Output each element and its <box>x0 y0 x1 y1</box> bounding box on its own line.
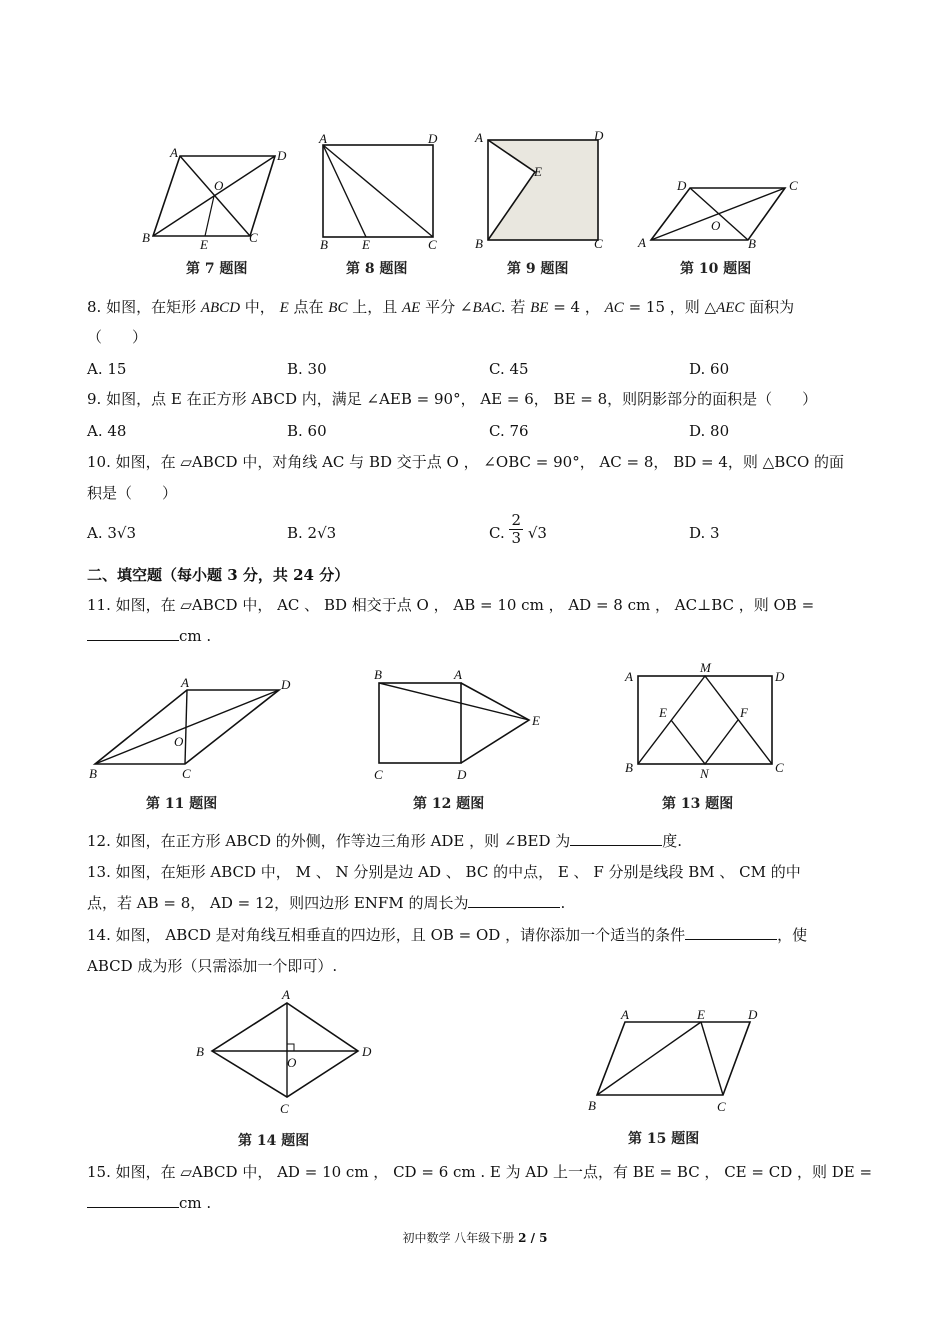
caption-15: 第 15 题图 <box>628 1131 700 1147</box>
label-c: C <box>249 230 258 245</box>
question-9-option-d[interactable]: D. 80 <box>689 422 730 440</box>
section-fill-in-heading: 二、填空题（每小题 3 分，共 24 分） <box>87 566 350 584</box>
question-10-line2: 积是（ ） <box>87 484 178 502</box>
figure-9-diagram <box>470 128 610 253</box>
question-10-option-a[interactable]: A. 3√3 <box>87 524 137 542</box>
label-a: A <box>319 131 327 146</box>
question-9-option-b[interactable]: B. 60 <box>287 422 327 440</box>
label-e: E <box>532 713 540 728</box>
caption-8: 第 8 题图 <box>346 261 408 277</box>
answer-blank-15[interactable] <box>87 1193 179 1208</box>
question-14-line1 <box>87 925 807 945</box>
label-b: B <box>196 1044 204 1059</box>
segments-en-nf <box>671 720 738 764</box>
question-13-tail: . <box>560 894 566 912</box>
figure-7-diagram <box>140 140 300 250</box>
label-e: E <box>659 705 667 720</box>
label-n: N <box>700 766 709 781</box>
label-c: C <box>182 766 191 781</box>
figure-14-diagram <box>190 985 390 1125</box>
label-b: B <box>374 667 382 682</box>
fraction-tail: √3 <box>527 524 547 542</box>
label-e: E <box>200 237 208 252</box>
segment-ae <box>323 145 366 237</box>
figure-13-diagram <box>620 658 800 783</box>
segment-ce <box>701 1022 723 1095</box>
label-a: A <box>638 235 646 250</box>
label-c: C <box>717 1099 726 1114</box>
figure-12 <box>365 665 555 785</box>
page-number: 2 / 5 <box>518 1231 548 1245</box>
label-m: M <box>700 660 711 675</box>
label-d: D <box>594 128 604 143</box>
label-e: E <box>697 1007 705 1022</box>
question-11-line1: 11. 如图，在 ▱ABCD 中， AC 、 BD 相交于点 O ， AB = 10 cm ， AD = 8 cm ， AC⊥BC ，则 OB = <box>87 596 815 614</box>
question-8-option-d[interactable]: D. 60 <box>689 360 730 378</box>
figure-14 <box>190 985 390 1125</box>
question-12-text: 12. 如图，在正方形 ABCD 的外侧，作等边三角形 ADE ，则 ∠BED 为 <box>87 832 571 850</box>
label-o: O <box>287 1055 297 1070</box>
label-d: D <box>362 1044 372 1059</box>
question-14-line2: ABCD 成为形（只需添加一个即可）. <box>87 957 338 975</box>
fraction <box>509 512 523 547</box>
question-11-line2 <box>87 626 211 646</box>
label-d: D <box>677 178 687 193</box>
label-a: A <box>475 130 483 145</box>
label-b: B <box>588 1098 596 1113</box>
label-c: C <box>594 236 603 251</box>
label-b: B <box>475 236 483 251</box>
label-c: C <box>775 760 784 775</box>
answer-blank-11[interactable] <box>87 626 179 641</box>
caption-9: 第 9 题图 <box>507 261 569 277</box>
footer-subject: 初中数学 八年级下册 <box>402 1231 519 1245</box>
label-b: B <box>89 766 97 781</box>
parallelogram-abcd <box>597 1022 750 1095</box>
segments-bm-mc <box>638 676 772 764</box>
segment-oe <box>205 196 214 236</box>
label-d: D <box>428 131 438 146</box>
caption-7: 第 7 题图 <box>186 261 248 277</box>
label-a: A <box>621 1007 629 1022</box>
figure-10-diagram <box>635 170 815 250</box>
question-15-unit: cm . <box>179 1194 212 1212</box>
fraction-numerator: 2 <box>511 511 522 529</box>
figure-11 <box>85 672 305 782</box>
label-b: B <box>748 236 756 251</box>
label-d: D <box>748 1007 758 1022</box>
question-9-option-c[interactable]: C. 76 <box>489 422 529 440</box>
caption-13: 第 13 题图 <box>662 796 734 812</box>
figure-7 <box>140 140 300 250</box>
question-10-line1: 10. 如图，在 ▱ABCD 中，对角线 AC 与 BD 交于点 O ， ∠OBC = 90°， AC = 8， BD = 4，则 △BCO 的面 <box>87 453 845 471</box>
label-a: A <box>282 987 290 1002</box>
page-footer <box>0 1229 950 1246</box>
question-12 <box>87 831 682 851</box>
label-b: B <box>142 230 150 245</box>
figure-8-diagram <box>310 130 450 255</box>
answer-blank-12[interactable] <box>570 831 662 846</box>
caption-12: 第 12 题图 <box>413 796 485 812</box>
question-13-line1: 13. 如图，在矩形 ABCD 中， M 、 N 分别是边 AD 、 BC 的中点， E 、 F 分别是线段 BM 、 CM 的中 <box>87 863 801 881</box>
triangle-ade <box>461 683 529 763</box>
question-8-option-a[interactable]: A. 15 <box>87 360 127 378</box>
shaded-region <box>488 140 598 240</box>
question-10-option-c[interactable] <box>489 512 547 547</box>
label-d: D <box>775 669 785 684</box>
figure-13 <box>620 658 800 783</box>
label-d: D <box>281 677 291 692</box>
figure-10 <box>635 170 815 250</box>
label-c: C <box>789 178 798 193</box>
caption-14: 第 14 题图 <box>238 1133 310 1149</box>
figure-15-diagram <box>585 1000 770 1120</box>
question-15-line1: 15. 如图，在 ▱ABCD 中， AD = 10 cm ， CD = 6 cm . E 为 AD 上一点，有 BE = BC ， CE = CD ，则 DE = <box>87 1163 873 1181</box>
label-a: A <box>454 667 462 682</box>
question-12-tail: 度. <box>662 832 683 850</box>
right-angle-mark <box>287 1044 294 1051</box>
question-9-option-a[interactable]: A. 48 <box>87 422 127 440</box>
figure-12-diagram <box>365 665 555 785</box>
rectangle-abcd <box>638 676 772 764</box>
question-8-line1: 8. 如图，在矩形 ABCD 中， E 点在 BC 上，且 AE 平分 ∠BAC. 若 BE = 4 ， AC = 15 ，则 △AEC 面积为 <box>87 298 795 316</box>
question-8-option-b[interactable]: B. 30 <box>287 360 327 378</box>
caption-10: 第 10 题图 <box>680 261 752 277</box>
label-f: F <box>740 705 748 720</box>
label-a: A <box>625 669 633 684</box>
question-11-unit: cm . <box>179 627 212 645</box>
option-c-label: C. <box>489 524 510 542</box>
answer-blank-13[interactable] <box>468 893 560 908</box>
figure-9 <box>470 128 610 253</box>
question-8-line2: （ ） <box>87 328 148 346</box>
label-a: A <box>181 675 189 690</box>
figure-15 <box>585 1000 770 1120</box>
caption-11: 第 11 题图 <box>146 796 218 812</box>
label-b: B <box>320 237 328 252</box>
figure-8 <box>310 130 450 255</box>
question-13-line2 <box>87 893 565 913</box>
question-9-text: 9. 如图，点 E 在正方形 ABCD 内，满足 ∠AEB = 90°， AE = 6， BE = 8，则阴影部分的面积是（ ） <box>87 390 818 408</box>
segment-be <box>379 683 529 720</box>
label-o: O <box>174 734 184 749</box>
question-14-text: 14. 如图， ABCD 是对角线互相垂直的四边形，且 OB = OD ，请你添加一个适当的条件 <box>87 926 686 944</box>
fraction-denominator: 3 <box>511 529 522 547</box>
quadrilateral-abcd <box>212 1003 358 1097</box>
label-d: D <box>277 148 287 163</box>
question-14-tail: ，使 <box>777 926 808 944</box>
label-o: O <box>214 178 224 193</box>
label-e: E <box>362 237 370 252</box>
question-13-text: 点，若 AB = 8， AD = 12，则四边形 ENFM 的周长为 <box>87 894 469 912</box>
label-d: D <box>457 767 467 782</box>
answer-blank-14[interactable] <box>685 925 777 940</box>
diagonal-ac <box>323 145 433 237</box>
label-b: B <box>625 760 633 775</box>
label-c: C <box>280 1101 289 1116</box>
question-8-option-c[interactable]: C. 45 <box>489 360 529 378</box>
square-abcd <box>379 683 461 763</box>
question-10-option-b[interactable]: B. 2√3 <box>287 524 337 542</box>
question-15-line2 <box>87 1193 211 1213</box>
label-c: C <box>374 767 383 782</box>
label-e: E <box>534 164 542 179</box>
label-c: C <box>428 237 437 252</box>
label-a: A <box>170 145 178 160</box>
label-o: O <box>711 218 721 233</box>
question-10-option-d[interactable]: D. 3 <box>689 524 720 542</box>
segment-be <box>597 1022 701 1095</box>
figure-11-diagram <box>85 672 305 782</box>
